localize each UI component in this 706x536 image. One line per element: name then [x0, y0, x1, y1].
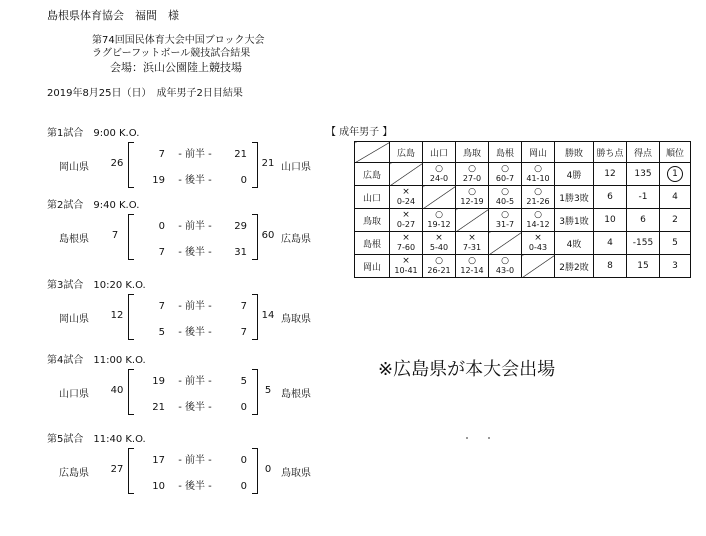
header-cell: 山口 — [423, 142, 456, 163]
diff-cell: 15 — [627, 255, 660, 278]
first-half-row — [143, 297, 247, 312]
match-cell — [423, 163, 456, 186]
diff-cell: -155 — [627, 232, 660, 255]
second-half-row — [143, 477, 247, 492]
away-team: 鳥取県 — [281, 314, 311, 325]
row-team: 広島 — [355, 163, 390, 186]
home-first-half: 19 — [152, 376, 165, 387]
away-second-half: 0 — [240, 481, 247, 492]
row-team: 島根 — [355, 232, 390, 255]
table-row — [355, 232, 691, 255]
result-mark: ○ — [534, 187, 542, 197]
table-row — [355, 163, 691, 186]
diff-cell: 135 — [627, 163, 660, 186]
result-mark: ○ — [435, 164, 443, 174]
match-cell — [423, 232, 456, 255]
game-title: 第2試合 9:40 K.O. — [47, 200, 140, 211]
date-line: 2019年8月25日（日） 成年男子2日目結果 — [47, 88, 243, 99]
row-team: 山口 — [355, 186, 390, 209]
table-title: 【 成年男子 】 — [326, 127, 393, 138]
header-cell — [355, 142, 390, 163]
away-score: 0 — [264, 464, 272, 475]
match-cell — [456, 232, 489, 255]
result-mark: × — [435, 233, 443, 243]
game-block — [47, 124, 317, 194]
row-team: 鳥取 — [355, 209, 390, 232]
home-first-half: 7 — [158, 301, 165, 312]
home-second-half: 10 — [152, 481, 165, 492]
result-mark: ○ — [435, 256, 443, 266]
first-half-row — [143, 451, 247, 466]
home-score: 12 — [110, 310, 124, 321]
match-score: 60-7 — [495, 174, 515, 183]
home-first-half: 0 — [158, 221, 165, 232]
result-mark: × — [402, 233, 410, 243]
first-half-row — [143, 217, 247, 232]
second-half-row — [143, 171, 247, 186]
match-cell — [456, 163, 489, 186]
match-cell — [522, 186, 555, 209]
home-second-half: 21 — [152, 402, 165, 413]
points-cell: 12 — [594, 163, 627, 186]
result-mark: × — [402, 187, 410, 197]
match-score: 24-0 — [429, 174, 449, 183]
result-mark: × — [402, 210, 410, 220]
table-row — [355, 255, 691, 278]
second-half-label: - 後半 - — [178, 402, 212, 413]
home-score: 27 — [110, 464, 124, 475]
second-half-label: - 後半 - — [178, 247, 212, 258]
match-score: 12-19 — [460, 197, 484, 206]
away-first-half: 29 — [234, 221, 247, 232]
match-cell — [522, 232, 555, 255]
rank-circle: 1 — [667, 166, 683, 182]
home-team: 広島県 — [59, 468, 89, 479]
match-score: 43-0 — [495, 266, 515, 275]
away-team: 広島県 — [281, 234, 311, 245]
diff-cell: 6 — [627, 209, 660, 232]
game-title: 第3試合 10:20 K.O. — [47, 280, 146, 291]
self-cell — [423, 186, 456, 209]
match-cell — [489, 163, 522, 186]
header-cell: 鳥取 — [456, 142, 489, 163]
result-mark: ○ — [501, 210, 509, 220]
self-cell — [456, 209, 489, 232]
away-score: 60 — [261, 230, 275, 241]
header-cell: 順位 — [660, 142, 691, 163]
match-cell — [390, 255, 423, 278]
home-team: 岡山県 — [59, 314, 89, 325]
match-cell — [489, 209, 522, 232]
first-half-label: - 前半 - — [178, 221, 212, 232]
away-first-half: 5 — [240, 376, 247, 387]
first-half-label: - 前半 - — [178, 301, 212, 312]
second-half-row — [143, 323, 247, 338]
first-half-label: - 前半 - — [178, 376, 212, 387]
away-second-half: 0 — [240, 402, 247, 413]
match-cell — [456, 255, 489, 278]
game-block — [47, 430, 317, 500]
header-cell: 得点 — [627, 142, 660, 163]
home-second-half: 19 — [152, 175, 165, 186]
second-half-row — [143, 243, 247, 258]
game-block — [47, 276, 317, 346]
match-score: 19-12 — [427, 220, 451, 229]
points-cell: 4 — [594, 232, 627, 255]
result-mark: ○ — [501, 187, 509, 197]
scan-speck — [488, 437, 490, 439]
home-first-half: 17 — [152, 455, 165, 466]
match-score: 40-5 — [495, 197, 515, 206]
record-cell: 2勝2敗 — [555, 255, 594, 278]
home-second-half: 7 — [158, 247, 165, 258]
bracket-left — [128, 369, 134, 415]
match-score: 41-10 — [526, 174, 550, 183]
bracket-right — [252, 369, 258, 415]
match-score: 0-43 — [528, 243, 548, 252]
away-second-half: 31 — [234, 247, 247, 258]
match-score: 7-31 — [462, 243, 482, 252]
match-score: 12-14 — [460, 266, 484, 275]
first-half-label: - 前半 - — [178, 149, 212, 160]
match-score: 27-0 — [462, 174, 482, 183]
first-half-row — [143, 372, 247, 387]
row-team: 岡山 — [355, 255, 390, 278]
result-mark: ○ — [534, 164, 542, 174]
match-cell — [489, 186, 522, 209]
match-score: 0-24 — [396, 197, 416, 206]
game-block — [47, 351, 317, 421]
self-cell — [522, 255, 555, 278]
result-mark: ○ — [501, 256, 509, 266]
away-first-half: 0 — [240, 455, 247, 466]
bracket-right — [252, 448, 258, 494]
result-mark: ○ — [435, 210, 443, 220]
first-half-label: - 前半 - — [178, 455, 212, 466]
match-cell — [522, 209, 555, 232]
match-score: 0-27 — [396, 220, 416, 229]
bracket-right — [252, 142, 258, 188]
rank-cell: 4 — [660, 186, 691, 209]
home-team: 岡山県 — [59, 162, 89, 173]
bracket-left — [128, 214, 134, 260]
header-cell: 岡山 — [522, 142, 555, 163]
header-cell: 勝敗 — [555, 142, 594, 163]
table-header-row — [355, 142, 691, 163]
away-score: 21 — [261, 158, 275, 169]
match-score: 5-40 — [429, 243, 449, 252]
away-score: 5 — [264, 385, 272, 396]
rank-cell: 5 — [660, 232, 691, 255]
rank-cell: 3 — [660, 255, 691, 278]
bracket-left — [128, 294, 134, 340]
home-score: 26 — [110, 158, 124, 169]
second-half-row — [143, 398, 247, 413]
away-first-half: 7 — [240, 301, 247, 312]
points-cell: 10 — [594, 209, 627, 232]
record-cell: 1勝3敗 — [555, 186, 594, 209]
second-half-label: - 後半 - — [178, 175, 212, 186]
rank-cell: 2 — [660, 209, 691, 232]
result-mark: ○ — [501, 164, 509, 174]
match-score: 10-41 — [394, 266, 418, 275]
bracket-left — [128, 142, 134, 188]
game-title: 第1試合 9:00 K.O. — [47, 128, 140, 139]
addressee: 島根県体育協会 福間 様 — [47, 9, 179, 22]
result-mark: ○ — [468, 164, 476, 174]
result-mark: × — [468, 233, 476, 243]
table-row — [355, 186, 691, 209]
match-score: 14-12 — [526, 220, 550, 229]
document-title: ラグビーフットボール競技試合結果 — [92, 48, 251, 59]
result-mark: ○ — [468, 256, 476, 266]
home-team: 島根県 — [59, 234, 89, 245]
bracket-right — [252, 294, 258, 340]
first-half-row — [143, 145, 247, 160]
results-table — [354, 141, 691, 278]
match-cell — [456, 186, 489, 209]
bracket-right — [252, 214, 258, 260]
match-score: 7-60 — [396, 243, 416, 252]
away-team: 山口県 — [281, 162, 311, 173]
header-cell: 広島 — [390, 142, 423, 163]
home-score: 40 — [110, 385, 124, 396]
result-mark: × — [534, 233, 542, 243]
away-first-half: 21 — [234, 149, 247, 160]
match-cell — [489, 255, 522, 278]
away-score: 14 — [261, 310, 275, 321]
table-row — [355, 209, 691, 232]
event-title: 第74回国民体育大会中国ブロック大会 — [92, 35, 265, 46]
match-cell — [390, 209, 423, 232]
result-mark: ○ — [534, 210, 542, 220]
bracket-left — [128, 448, 134, 494]
result-mark: × — [402, 256, 410, 266]
match-cell — [390, 186, 423, 209]
match-cell — [390, 232, 423, 255]
away-team: 鳥取県 — [281, 468, 311, 479]
scan-speck — [466, 437, 468, 439]
home-score: 7 — [111, 230, 119, 241]
home-first-half: 7 — [158, 149, 165, 160]
diff-cell: -1 — [627, 186, 660, 209]
match-cell — [423, 255, 456, 278]
match-score: 26-21 — [427, 266, 451, 275]
record-cell: 4勝 — [555, 163, 594, 186]
header-cell: 勝ち点 — [594, 142, 627, 163]
result-mark: ○ — [468, 187, 476, 197]
self-cell — [489, 232, 522, 255]
second-half-label: - 後半 - — [178, 327, 212, 338]
match-cell — [423, 209, 456, 232]
self-cell — [390, 163, 423, 186]
home-team: 山口県 — [59, 389, 89, 400]
game-title: 第5試合 11:40 K.O. — [47, 434, 146, 445]
match-score: 31-7 — [495, 220, 515, 229]
away-second-half: 7 — [240, 327, 247, 338]
qualifier-note: ※広島県が本大会出場 — [378, 359, 556, 380]
record-cell: 4敗 — [555, 232, 594, 255]
game-block — [47, 196, 317, 266]
home-second-half: 5 — [158, 327, 165, 338]
match-score: 21-26 — [526, 197, 550, 206]
match-cell — [522, 163, 555, 186]
points-cell: 8 — [594, 255, 627, 278]
record-cell: 3勝1敗 — [555, 209, 594, 232]
rank-cell — [660, 163, 691, 186]
venue: 会場：浜山公園陸上競技場 — [110, 61, 242, 74]
second-half-label: - 後半 - — [178, 481, 212, 492]
header-cell: 島根 — [489, 142, 522, 163]
game-title: 第4試合 11:00 K.O. — [47, 355, 146, 366]
away-second-half: 0 — [240, 175, 247, 186]
points-cell: 6 — [594, 186, 627, 209]
away-team: 島根県 — [281, 389, 311, 400]
